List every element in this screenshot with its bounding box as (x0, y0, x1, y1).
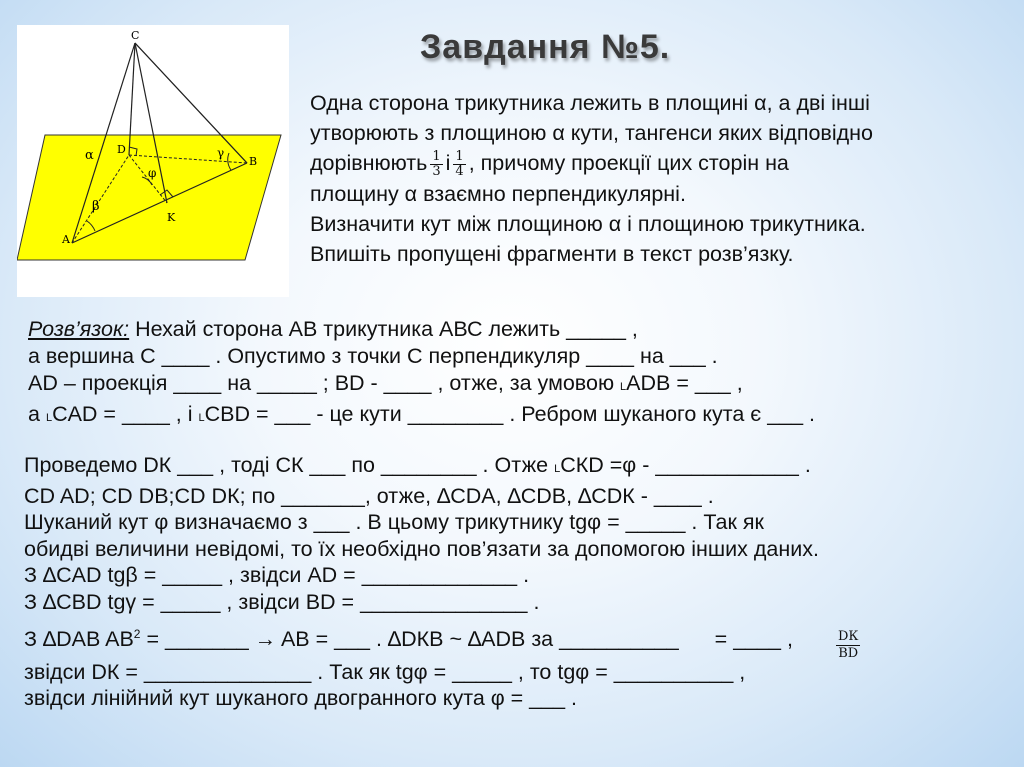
task-line: Визначити кут між площиною α і площиною трикутника. (310, 211, 866, 236)
solution-continuation (24, 452, 1014, 712)
task-line-with-fractions (310, 148, 1010, 179)
task-line: Впишіть пропущені фрагменти в текст розв’язку. (310, 241, 794, 266)
label-phi: φ (148, 166, 157, 180)
fraction-denominator: 3 (432, 163, 441, 179)
pyramid-diagram (17, 25, 289, 297)
solution-text: а (28, 402, 46, 426)
task-line: Одна сторона трикутника лежить в площині α, а дві інші (310, 91, 870, 115)
solution-line (24, 621, 1014, 653)
angle-symbol: L (554, 463, 561, 475)
fraction-one-third (430, 150, 442, 179)
label-c: C (131, 29, 140, 42)
angle-symbol: L (620, 381, 627, 393)
fraction-denominator: BD (838, 646, 859, 661)
fraction-numerator: DК (838, 629, 859, 644)
solution-label: Розв’язок: (28, 317, 130, 341)
page-title: Завдання №5. (420, 28, 671, 66)
solution-line: Шуканий кут φ визначаємо з ___ . В цьому трикутнику tgφ = _____ . Так як (24, 510, 764, 534)
solution-line: а вершина С ____ . Опустимо з точки С перпендикуляр ____ на ___ . (28, 344, 718, 368)
fraction-denominator: 4 (455, 163, 464, 179)
task-text (310, 88, 1010, 269)
label-a: A (62, 233, 70, 246)
solution-text: Нехай сторона АВ трикутника АВС лежить _____ , (129, 317, 638, 341)
solution-line: З ∆CAD tgβ = _____ , звідси AD = _____________ . (24, 563, 530, 587)
superscript: 2 (133, 627, 141, 641)
arrow-icon: → (254, 627, 277, 652)
task-line: утворюють з площиною α кути, тангенси яких відповідно (310, 121, 874, 145)
fraction-numerator: 1 (455, 148, 464, 164)
solution-text: CAD = ____ , і (52, 402, 199, 426)
label-beta: β (92, 199, 100, 214)
fraction-numerator: 1 (432, 148, 441, 164)
solution-text: = _______ (140, 627, 255, 652)
label-b: B (249, 155, 258, 168)
solution-text: АD – проекція ____ на _____ ; ВD - ____ , отже, за умовою (28, 371, 621, 395)
solution-line: З ∆CBD tgγ = _____ , звідси BD = ______________ . (24, 589, 540, 614)
task-text-part: , причому проекції цих сторін на (468, 151, 789, 175)
solution-text: СКD =φ - ____________ . (560, 453, 811, 477)
solution-text: З ∆DAB AB (24, 627, 134, 652)
solution-text: CBD = ___ - це кути ________ . Ребром шуканого кута є ___ . (204, 402, 816, 426)
solution-line: обидві величини невідомі, то їх необхідно пов’язати за допомогою інших даних. (24, 536, 819, 561)
fraction-one-fourth (453, 150, 465, 179)
task-text-part: дорівнюють (310, 151, 428, 175)
solution-line: CD AD; CD DB;CD DК; по _______, отже, ∆CDA, ∆CDB, ∆CDК - ____ . (24, 483, 714, 508)
label-alpha: α (85, 148, 94, 163)
label-gamma: γ (217, 146, 225, 160)
solution-line (24, 452, 1014, 483)
solution-line: звідси лінійний кут шуканого двогранного кута φ = ___ . (24, 686, 578, 711)
solution-line (28, 370, 1018, 401)
label-d: D (117, 143, 126, 156)
label-k: K (167, 211, 176, 224)
fraction-dk-bd (836, 629, 860, 662)
plane-alpha (17, 135, 281, 260)
solution-block (28, 316, 1018, 432)
task-line: площину α взаємно перпендикулярні. (310, 181, 686, 206)
solution-text: Проведемо DК ___ , тоді СК ___ по ________ . Отже (24, 453, 555, 477)
solution-text: ADB = ___ , (626, 371, 743, 395)
task-text-part: і (445, 151, 451, 175)
geometry-figure (17, 25, 289, 297)
solution-text: AB = ___ . ∆DКB ~ ∆ADB за __________ (276, 627, 679, 652)
angle-symbol: L (45, 412, 53, 424)
solution-line (28, 316, 1018, 343)
solution-line (28, 401, 1018, 432)
angle-symbol: L (198, 412, 205, 424)
solution-text: = ____ , (708, 627, 793, 652)
solution-line: звідси DК = ______________ . Так як tgφ = _____ , то tgφ = __________ , (24, 659, 746, 684)
